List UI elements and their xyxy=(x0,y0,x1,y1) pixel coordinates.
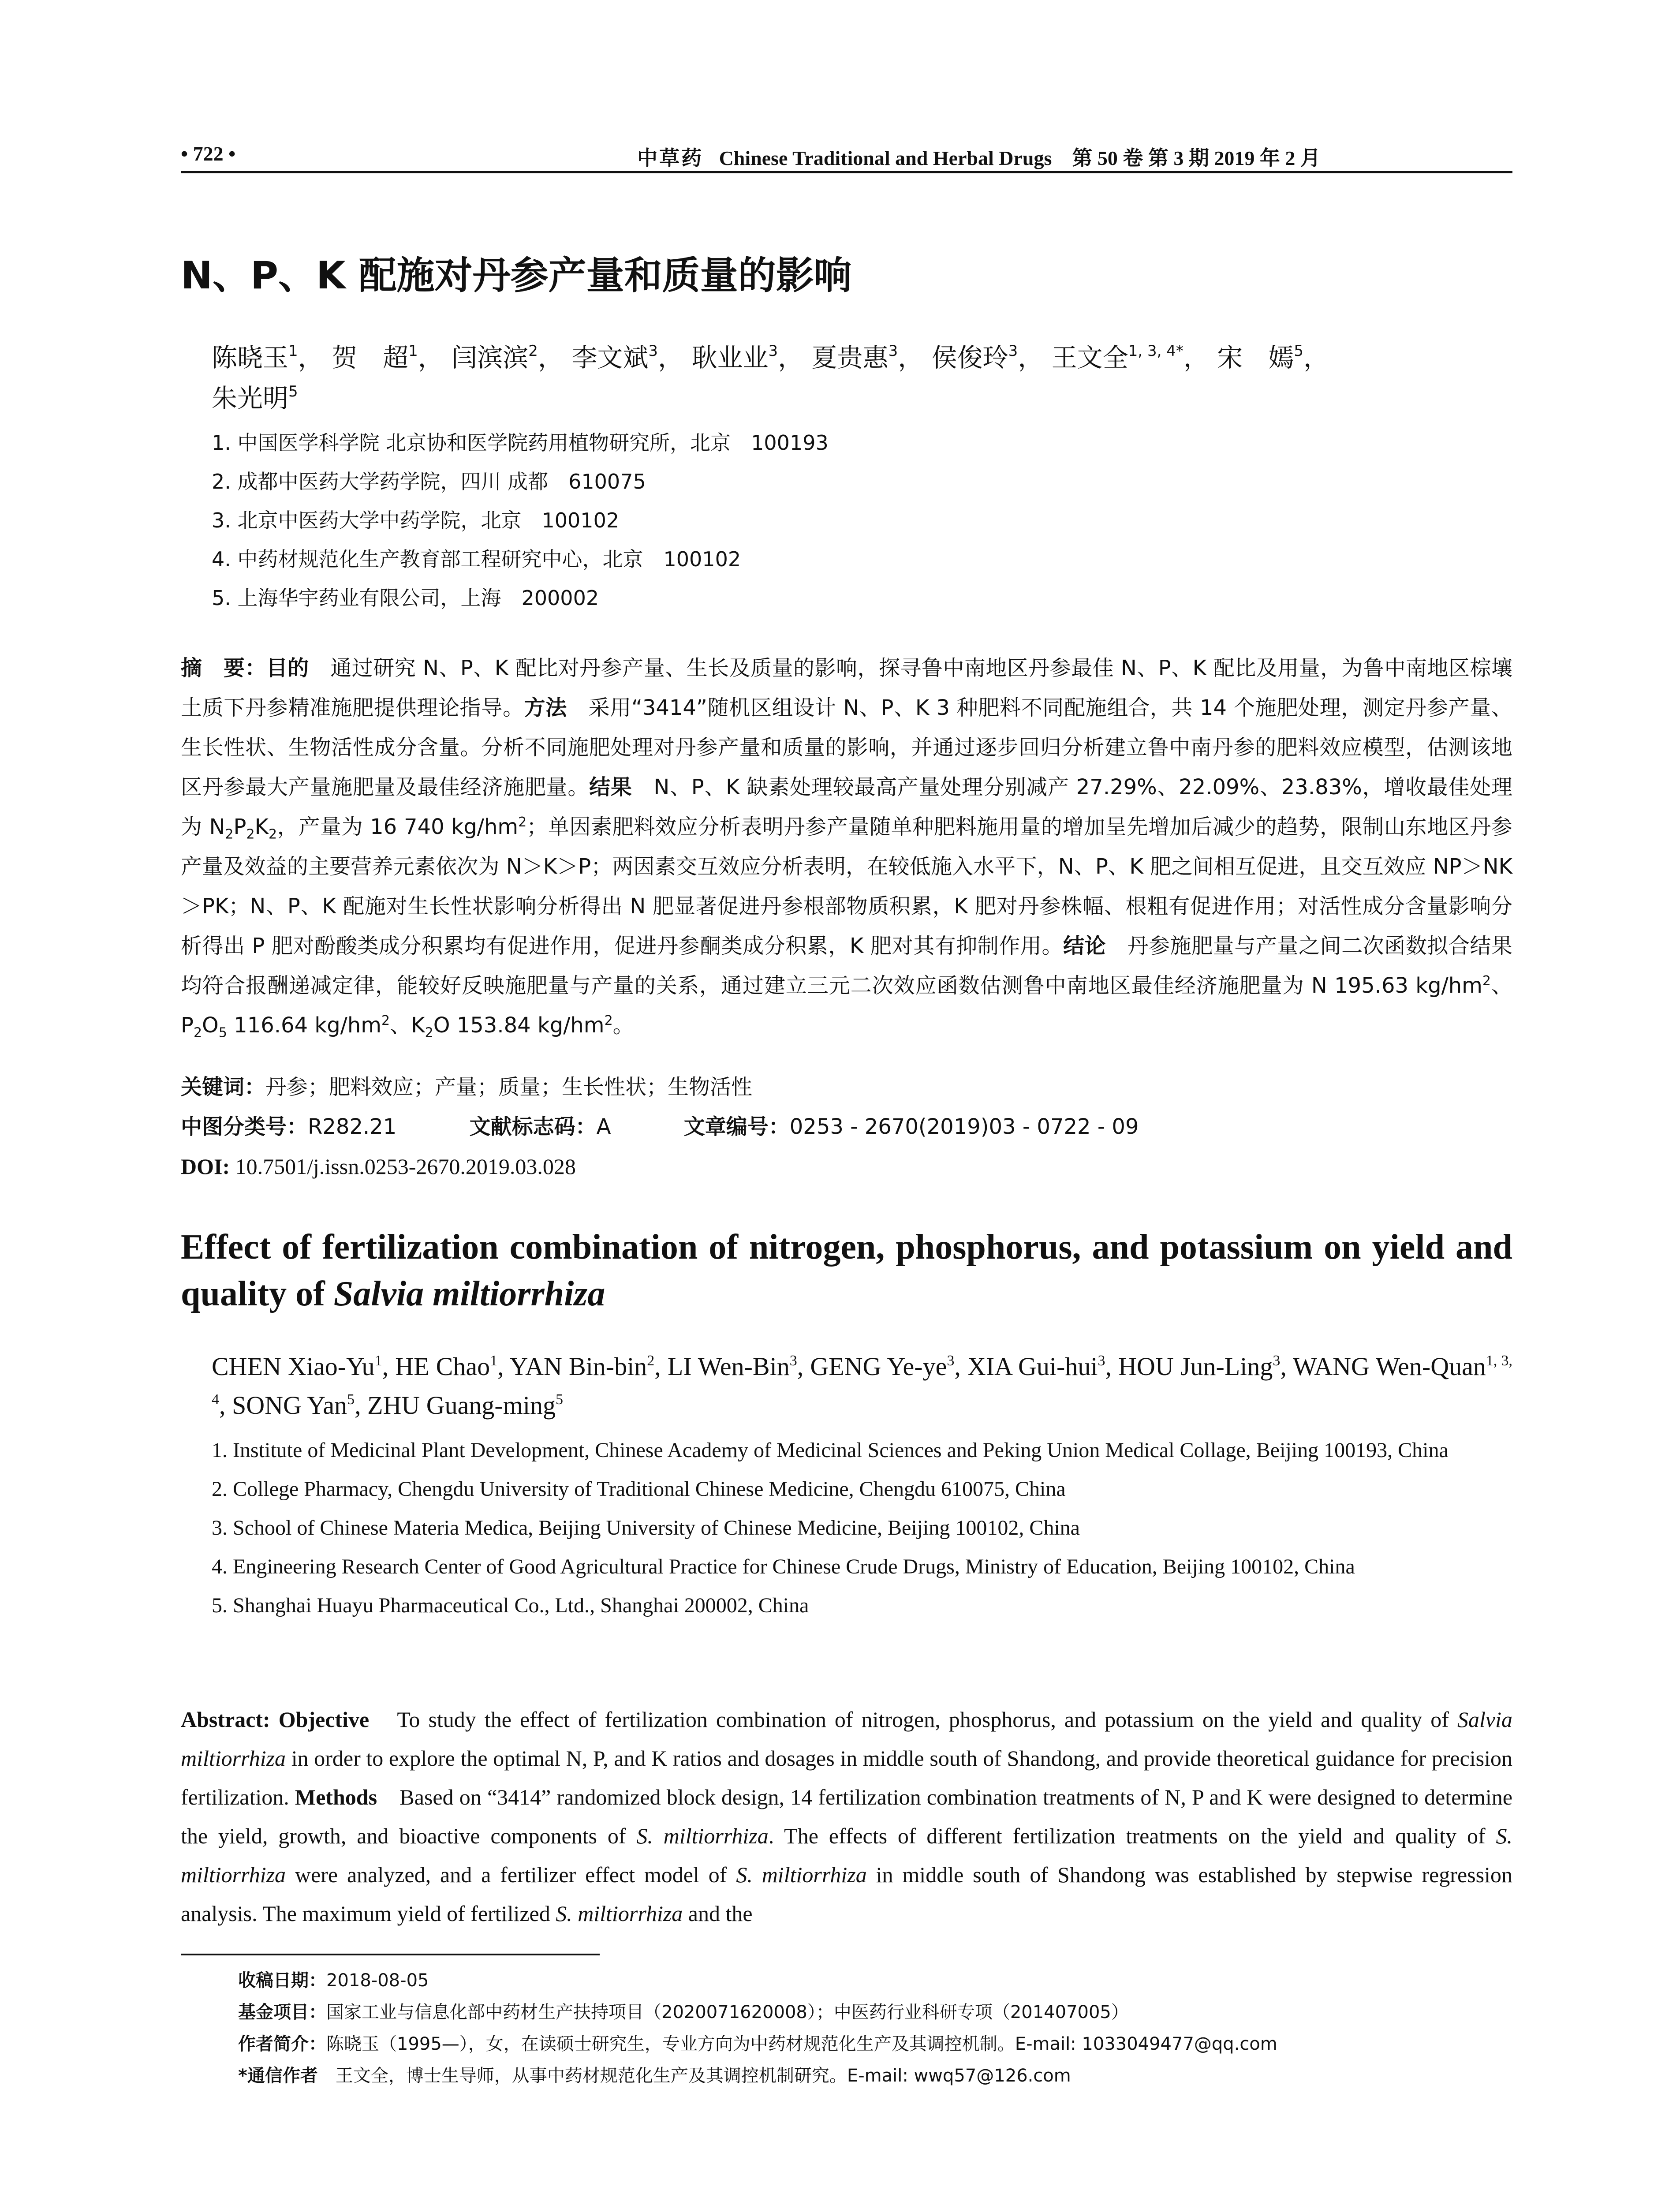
footnote-divider xyxy=(181,1954,600,1955)
authors-cn xyxy=(212,337,1512,419)
affiliation-cn: 1. 中国医学科学院 北京协和医学院药用植物研究所，北京 100193 xyxy=(212,431,829,455)
authors-en xyxy=(212,1347,1512,1425)
footnote: 作者简介：陈晓玉（1995—），女，在读硕士研究生，专业方向为中药材规范化生产及其调控机制。E-mail: 1033049477@qq.com xyxy=(238,2034,1277,2054)
methods-label: 方法 xyxy=(524,695,567,720)
author-en: ZHU Guang-ming$^5$ xyxy=(367,1391,563,1420)
author-cn: 贺 超$^1$， xyxy=(332,342,444,373)
author-cn: 侯俊玲$^3$， xyxy=(931,342,1044,373)
affiliations-en xyxy=(212,1431,1512,1625)
article-meta xyxy=(181,1067,1139,1186)
author-cn: 闫滨滨$^2$， xyxy=(452,342,564,373)
doi: DOI: 10.7501/j.issn.0253-2670.2019.03.028 xyxy=(181,1154,576,1179)
affiliation-cn: 4. 中药材规范化生产教育部工程研究中心，北京 100102 xyxy=(212,547,741,571)
author-en: XIA Gui-hui$^3$, xyxy=(967,1352,1119,1381)
journal-name-en: Chinese Traditional and Herbal Drugs xyxy=(719,147,1052,169)
author-cn: 王文全$^{1, 3, 4*}$， xyxy=(1051,342,1209,373)
author-en: YAN Bin-bin$^2$, xyxy=(509,1352,668,1381)
affiliation-cn: 5. 上海华宇药业有限公司，上海 200002 xyxy=(212,586,599,610)
page-number: • 722 • xyxy=(181,142,236,165)
author-cn: 耿业业$^3$， xyxy=(691,342,804,373)
author-en: HOU Jun-Ling$^3$, xyxy=(1118,1352,1293,1381)
affiliation-en: 3. School of Chinese Materia Medica, Beijing University of Chinese Medicine, Beijing 100102, China xyxy=(212,1516,1080,1540)
author-en: CHEN Xiao-Yu$^1$, xyxy=(212,1352,396,1381)
author-en: LI Wen-Bin$^3$, xyxy=(667,1352,810,1381)
author-cn: 宋 嫣$^5$， xyxy=(1217,342,1329,373)
author-en: WANG Wen-Quan$^{1, 3, 4}$, xyxy=(212,1352,1512,1420)
keywords: 关键词：丹参；肥料效应；产量；质量；生长性状；生物活性 xyxy=(181,1075,753,1099)
abstract-cn-label: 摘 要： xyxy=(181,656,266,680)
author-cn: 李文斌$^3$， xyxy=(571,342,683,373)
abstract-en: Abstract: Objective To study the effect of fertilization combination of nitrogen, phosphorus, and potassium on the yield and quality of Salvia miltiorrhiza in order to explore the optimal N, P, and K ratios and dosages in middle south of Shandong, and provide theoretical guidance for precision fertilization. Methods Based on “3414” randomized block design, 14 fertilization combination treatments of N, P and K were designed to determine the yield, growth, and bioactive components of S. miltiorrhiza. The effects of different fertilization treatments on the yield and quality of S. miltiorrhiza were analyzed, and a fertilizer effect model of S. miltiorrhiza in middle south of Shandong was established by stepwise regression analysis. The maximum yield of fertilized S. miltiorrhiza and the xyxy=(181,1707,1513,1926)
affiliation-cn: 3. 北京中医药大学中药学院，北京 100102 xyxy=(212,508,620,532)
objective-label: 目的 xyxy=(266,656,309,680)
affiliation-en: 1. Institute of Medicinal Plant Development, Chinese Academy of Medicinal Sciences and Peking Union Medical Collage, Beijing 100193, China xyxy=(212,1439,1449,1462)
journal-line xyxy=(445,142,1512,171)
affiliation-en: 5. Shanghai Huayu Pharmaceutical Co., Ltd., Shanghai 200002, China xyxy=(212,1594,809,1617)
footnote: *通信作者 王文全，博士生导师，从事中药材规范化生产及其调控机制研究。E-mail: wwq57@126.com xyxy=(238,2066,1071,2086)
title-cn: N、P、K 配施对丹参产量和质量的影响 xyxy=(181,254,852,298)
footnotes xyxy=(238,1965,1277,2092)
author-en: HE Chao$^1$, xyxy=(395,1352,510,1381)
affiliation-cn: 2. 成都中医药大学药学院，四川 成都 610075 xyxy=(212,470,646,493)
journal-name-cn: 中草药 xyxy=(637,146,704,170)
author-cn: 陈晓玉$^1$， xyxy=(212,342,324,373)
author-en: SONG Yan$^5$, xyxy=(232,1391,368,1420)
affiliation-en: 4. Engineering Research Center of Good Agricultural Practice for Chinese Crude Drugs, Ministry of Education, Beijing 100102, China xyxy=(212,1555,1355,1578)
methods-en-label: Methods xyxy=(295,1785,377,1809)
author-cn: 夏贵惠$^3$， xyxy=(811,342,924,373)
conclusion-label: 结论 xyxy=(1063,934,1106,958)
footnote: 基金项目：国家工业与信息化部中药材生产扶持项目（2020071620008）；中医药行业科研专项（201407005） xyxy=(238,2002,1129,2022)
author-cn: 朱光明$^5$ xyxy=(212,383,298,413)
results-label: 结果 xyxy=(589,775,632,800)
abstract-cn: 摘 要：目的 通过研究 N、P、K 配比对丹参产量、生长及质量的影响，探寻鲁中南地区丹参最佳 N、P、K 配比及用量，为鲁中南地区棕壤土质下丹参精准施肥提供理论指导。方法 采用“3414”随机区组设计 N、P、K 3 种肥料不同配施组合，共 14 个施肥处理，测定丹参产量、生长性状、生物活性成分含量。分析不同施肥处理对丹参产量和质量的影响，并通过逐步回归分析建立鲁中南丹参的肥料效应模型，估测该地区丹参最大产量施肥量及最佳经济施肥量。结果 N、P、K 缺素处理较最高产量处理分别减产 27.29%、22.09%、23.83%，增收最佳处理为 $N_2P_2K_2$，产量为 16 740 $kg/hm^2$；单因素肥料效应分析表明丹参产量随单种肥料施用量的增加呈先增加后减少的趋势，限制山东地区丹参产量及效益的主要营养元素依次为 N＞K＞P；两因素交互效应分析表明，在较低施入水平下，N、P、K 肥之间相互促进，且交互效应 NP＞NK＞PK；N、P、K 配施对生长性状影响分析得出 N 肥显著促进丹参根部物质积累，K 肥对丹参株幅、根粗有促进作用；对活性成分含量影响分析得出 P 肥对酚酸类成分积累均有促进作用，促进丹参酮类成分积累，K 肥对其有抑制作用。结论 丹参施肥量与产量之间二次函数拟合结果均符合报酬递减定律，能较好反映施肥量与产量的关系，通过建立三元二次效应函数估测鲁中南地区最佳经济施肥量为 N 195.63 $kg/hm^2$、$P_2O_5$ 116.64 $kg/hm^2$、$K_2O$ 153.84 $kg/hm^2$。 xyxy=(181,656,1512,1041)
journal-issue: 第 50 卷 第 3 期 2019 年 2 月 xyxy=(1072,147,1321,169)
affiliation-en: 2. College Pharmacy, Chengdu University of Traditional Chinese Medicine, Chengdu 610075, China xyxy=(212,1477,1066,1501)
author-en: GENG $Ye-ye^3$, xyxy=(810,1352,967,1381)
abstract-en-label: Abstract: Objective xyxy=(181,1707,370,1732)
affiliations-cn xyxy=(212,423,829,617)
title-en: Effect of fertilization combination of nitrogen, phosphorus, and potassium on yield and quality of Salvia miltiorrhiza xyxy=(181,1228,1512,1313)
footnote: 收稿日期：2018-08-05 xyxy=(238,1970,429,1991)
classification-row: 中图分类号：R282.21 文献标志码：A 文章编号：0253 - 2670(2019)03 - 0722 - 09 xyxy=(181,1114,1139,1139)
running-header xyxy=(181,140,1512,173)
